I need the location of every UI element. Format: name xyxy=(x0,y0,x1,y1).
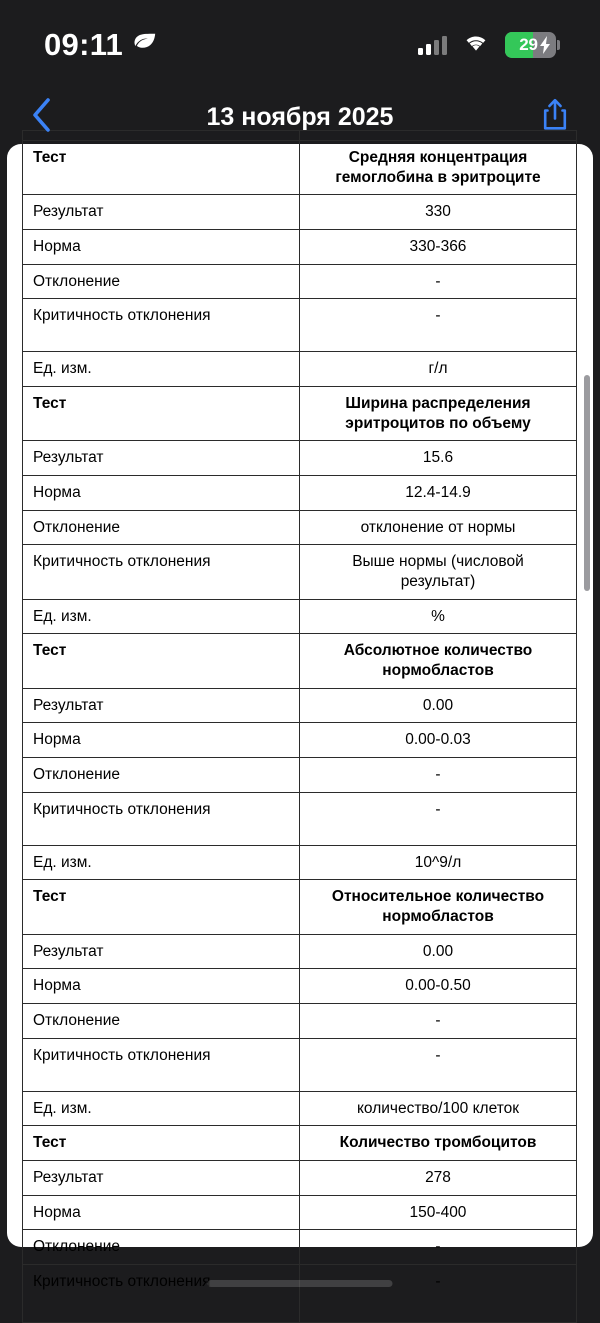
table-row xyxy=(23,758,577,793)
status-bar-clock: 09:11 xyxy=(44,27,124,62)
table-row xyxy=(23,299,577,352)
row-label-result: Результат xyxy=(23,441,300,476)
row-label-test: Тест xyxy=(23,387,300,441)
vertical-scrollbar[interactable] xyxy=(584,375,590,591)
row-label-deviation: Отклонение xyxy=(23,264,300,299)
row-label-norm: Норма xyxy=(23,230,300,265)
wifi-icon xyxy=(462,32,490,58)
table-row xyxy=(23,969,577,1004)
deviation-value: отклонение от нормы xyxy=(300,510,577,545)
charging-bolt-icon xyxy=(540,36,551,59)
criticality-value: - xyxy=(300,1038,577,1091)
criticality-value: - xyxy=(300,1265,577,1323)
row-label-norm: Норма xyxy=(23,969,300,1004)
row-label-test: Тест xyxy=(23,634,300,688)
result-value: 15.6 xyxy=(300,441,577,476)
status-bar-left xyxy=(44,27,158,63)
deviation-value: - xyxy=(300,1230,577,1265)
table-row xyxy=(23,1230,577,1265)
back-button[interactable] xyxy=(30,95,54,140)
table-row xyxy=(23,634,577,688)
row-label-result: Результат xyxy=(23,1161,300,1196)
lab-results-body xyxy=(23,131,577,1323)
leaf-icon xyxy=(131,29,158,61)
partial-cell-value xyxy=(300,131,577,141)
table-row xyxy=(23,845,577,880)
cellular-signal-icon xyxy=(418,35,447,55)
table-row xyxy=(23,1091,577,1126)
result-value: 330 xyxy=(300,195,577,230)
battery-icon xyxy=(505,32,556,58)
norm-value: 0.00-0.50 xyxy=(300,969,577,1004)
share-button[interactable] xyxy=(540,97,570,138)
table-row xyxy=(23,476,577,511)
norm-value: 330-366 xyxy=(300,230,577,265)
table-row xyxy=(23,441,577,476)
row-label-criticality: Критичность отклонения xyxy=(23,792,300,845)
result-value: 0.00 xyxy=(300,688,577,723)
norm-value: 0.00-0.03 xyxy=(300,723,577,758)
page-title: 13 ноября 2025 xyxy=(206,102,394,131)
norm-value: 150-400 xyxy=(300,1195,577,1230)
table-row xyxy=(23,880,577,934)
row-label-units: Ед. изм. xyxy=(23,599,300,634)
row-label-deviation: Отклонение xyxy=(23,1004,300,1039)
row-label-test: Тест xyxy=(23,880,300,934)
table-row xyxy=(23,1126,577,1161)
table-row xyxy=(23,1161,577,1196)
table-row xyxy=(23,1004,577,1039)
table-row xyxy=(23,510,577,545)
table-row xyxy=(23,1038,577,1091)
table-row xyxy=(23,195,577,230)
deviation-value: - xyxy=(300,758,577,793)
test-name-value: Относительное количество нормобластов xyxy=(300,880,577,934)
row-label-result: Результат xyxy=(23,934,300,969)
table-row xyxy=(23,723,577,758)
table-row xyxy=(23,1195,577,1230)
row-label-norm: Норма xyxy=(23,723,300,758)
row-label-deviation: Отклонение xyxy=(23,1230,300,1265)
table-row xyxy=(23,1265,577,1323)
row-label-result: Результат xyxy=(23,688,300,723)
criticality-value: - xyxy=(300,299,577,352)
row-label-units: Ед. изм. xyxy=(23,845,300,880)
report-scroll-area[interactable] xyxy=(7,144,593,1291)
test-name-value: Ширина распределения эритроцитов по объему xyxy=(300,387,577,441)
table-row xyxy=(23,688,577,723)
row-label-test: Тест xyxy=(23,1126,300,1161)
table-row xyxy=(23,599,577,634)
row-label-criticality: Критичность отклонения xyxy=(23,1265,300,1323)
row-label-criticality: Критичность отклонения xyxy=(23,1038,300,1091)
share-icon xyxy=(540,97,570,138)
partial-cell-label xyxy=(23,131,300,141)
lab-results-table xyxy=(22,130,577,1323)
units-value: г/л xyxy=(300,352,577,387)
battery-percent-label: 29 xyxy=(519,35,538,54)
row-label-deviation: Отклонение xyxy=(23,510,300,545)
table-row xyxy=(23,230,577,265)
row-label-units: Ед. изм. xyxy=(23,1091,300,1126)
norm-value: 12.4-14.9 xyxy=(300,476,577,511)
row-label-norm: Норма xyxy=(23,1195,300,1230)
criticality-value: Выше нормы (числовой результат) xyxy=(300,545,577,599)
deviation-value: - xyxy=(300,264,577,299)
table-row xyxy=(23,792,577,845)
units-value: 10^9/л xyxy=(300,845,577,880)
table-row xyxy=(23,141,577,195)
table-row-partial-top xyxy=(23,131,577,141)
criticality-value: - xyxy=(300,792,577,845)
table-row xyxy=(23,352,577,387)
table-row xyxy=(23,387,577,441)
row-label-deviation: Отклонение xyxy=(23,758,300,793)
units-value: % xyxy=(300,599,577,634)
row-label-test: Тест xyxy=(23,141,300,195)
chevron-left-icon xyxy=(30,95,54,140)
result-value: 0.00 xyxy=(300,934,577,969)
test-name-value: Средняя концентрация гемоглобина в эритроците xyxy=(300,141,577,195)
table-row xyxy=(23,264,577,299)
table-row xyxy=(23,545,577,599)
status-bar-right xyxy=(418,32,556,58)
units-value: количество/100 клеток xyxy=(300,1091,577,1126)
row-label-result: Результат xyxy=(23,195,300,230)
row-label-norm: Норма xyxy=(23,476,300,511)
row-label-criticality: Критичность отклонения xyxy=(23,299,300,352)
table-row xyxy=(23,934,577,969)
row-label-units: Ед. изм. xyxy=(23,352,300,387)
result-value: 278 xyxy=(300,1161,577,1196)
test-name-value: Количество тромбоцитов xyxy=(300,1126,577,1161)
row-label-criticality: Критичность отклонения xyxy=(23,545,300,599)
status-bar xyxy=(0,0,600,90)
test-name-value: Абсолютное количество нормобластов xyxy=(300,634,577,688)
deviation-value: - xyxy=(300,1004,577,1039)
home-indicator xyxy=(208,1280,393,1287)
report-content xyxy=(7,130,593,1323)
